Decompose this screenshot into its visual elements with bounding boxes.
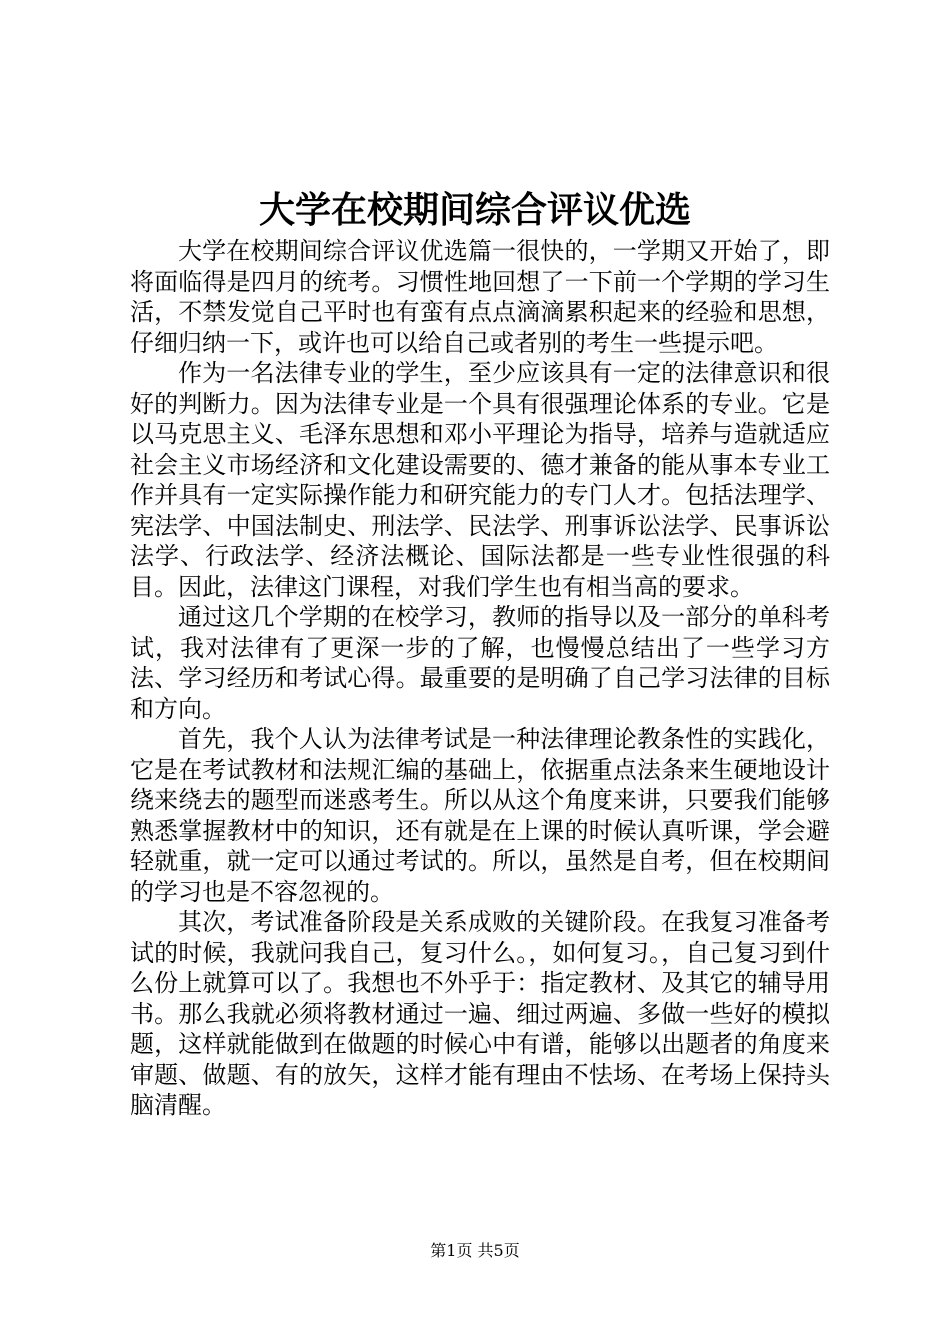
paragraph: 其次，考试准备阶段是关系成败的关键阶段。在我复习准备考试的时候，我就问我自己，复习什么。，如何复习。，自己复习到什么份上就算可以了。我想也不外乎于：指定教材、及其它的辅导用书。那么我就必须将教材通过一遍、细过两遍、多做一些好的模拟题，这样就能做到在做题的时候心中有谱，能够以出题者的角度来审题、做题、有的放矢，这样才能有理由不怯场、在考场上保持头脑清醒。	[130, 908, 830, 1119]
page-number-footer: 第1页 共5页	[430, 1241, 520, 1260]
paragraph: 首先，我个人认为法律考试是一种法律理论教条性的实践化，它是在考试教材和法规汇编的基础上，依据重点法条来生硬地设计绕来绕去的题型而迷惑考生。所以从这个角度来讲，只要我们能够熟悉掌握教材中的知识，还有就是在上课的时候认真听课，学会避轻就重，就一定可以通过考试的。所以，虽然是自考，但在校期间的学习也是不容忽视的。	[130, 725, 830, 906]
paragraph: 通过这几个学期的在校学习，教师的指导以及一部分的单科考试，我对法律有了更深一步的了解，也慢慢总结出了一些学习方法、学习经历和考试心得。最重要的是明确了自己学习法律的目标和方向。	[130, 603, 830, 723]
document-title: 大学在校期间综合评议优选	[258, 189, 691, 231]
document-body	[130, 236, 830, 1121]
paragraph: 大学在校期间综合评议优选篇一很快的，一学期又开始了，即将面临得是四月的统考。习惯性地回想了一下前一个学期的学习生活，不禁发觉自己平时也有蛮有点点滴滴累积起来的经验和思想，仔细归纳一下，或许也可以给自己或者别的考生一些提示吧。	[130, 237, 830, 357]
paragraph: 作为一名法律专业的学生，至少应该具有一定的法律意识和很好的判断力。因为法律专业是一个具有很强理论体系的专业。它是以马克思主义、毛泽东思想和邓小平理论为指导，培养与造就适应社会主义市场经济和文化建设需要的、德才兼备的能从事本专业工作并具有一定实际操作能力和研究能力的专门人才。包括法理学、宪法学、中国法制史、刑法学、民法学、刑事诉讼法学、民事诉讼法学、行政法学、经济法概论、国际法都是一些专业性很强的科目。因此，法律这门课程，对我们学生也有相当高的要求。	[130, 359, 830, 601]
